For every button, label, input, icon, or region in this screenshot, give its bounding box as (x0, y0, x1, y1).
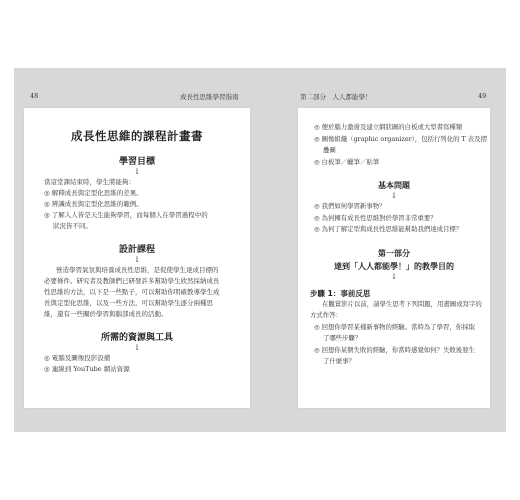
question-item: ◎ 為何擁有成長性思維對於學習非常重要？ (314, 213, 437, 222)
part-one-heading: 第一部分 (378, 248, 410, 258)
left-page-number: 48 (30, 92, 39, 100)
design-paragraph-line: 必要條件。研究者及教師們已研發許多幫助學生欣然採納成長 (44, 277, 220, 285)
design-paragraph-line: 性思維的方法，以下是一些點子，可以幫助你明確教導學生成 (44, 288, 220, 296)
resources-heading: 所需的資源與工具 (100, 333, 173, 343)
down-arrow-icon: ↓ (133, 343, 141, 352)
step1-heading: 步驟 1：事前反思 (310, 288, 371, 298)
learning-goals-intro: 當這堂課結束時，學生將能夠： (44, 178, 135, 186)
design-paragraph-line: 營造學習氣氛與培養成長性思維，是促使學生達成目標的 (56, 266, 219, 274)
right-page (298, 108, 490, 408)
left-running-head: 成長性思維學習指南 (180, 93, 239, 101)
question-item: ◎ 為何了解定型與成長性思維能幫助我們達成目標？ (314, 225, 463, 233)
resource-item: ◎ 電腦及圖像投影設備 (44, 354, 111, 362)
page-title: 成長性思維的課程計畫書 (71, 129, 203, 143)
part-one-subheading: 達到「人人都能學！」的教學目的 (334, 261, 454, 271)
step1-intro-line: 在觀賞影片以前，請學生思考下列問題，用畫圖或寫字的 (322, 299, 482, 308)
goal-item: ◎ 了解人人皆是天生能夠學習，而每個人在學習過程中的 (44, 211, 208, 219)
step1-item: 了哪些步驟？ (323, 334, 362, 342)
tool-item: ◎ 便於腦力激盪及建立網狀圖的白板或大型書寫種類 (314, 123, 463, 131)
basic-questions-heading: 基本問題 (378, 181, 410, 190)
tool-item: 疊圖 (323, 146, 336, 154)
design-paragraph-line: 長與定型化思維，以及一些方法，可以幫助學生逐分兩種思 (44, 299, 213, 307)
down-arrow-icon: ↓ (133, 167, 141, 176)
step1-item: 了什麼事？ (323, 357, 355, 365)
right-running-head: 第二部分 人人都能學！ (300, 93, 372, 101)
design-paragraph-line: 維，還有一些關於學習與腦部成長的活動。 (44, 310, 168, 318)
tool-item: ◎ 圖像組織（graphic organizer），包括行列化的 T 表及摺 (314, 134, 487, 143)
goal-item: 狀況皆不同。 (53, 222, 92, 230)
right-page-number: 49 (478, 92, 487, 100)
goal-item: ◎ 解釋成長與定型化思維的差異。 (44, 189, 143, 197)
question-item: ◎ 我們如何學習新事物？ (314, 202, 386, 210)
left-page (24, 108, 250, 408)
down-arrow-icon: ↓ (390, 271, 398, 281)
step1-item: ◎ 回想你學習某樣新事物的經驗。當時為了學習，你採取 (314, 322, 475, 331)
resource-item: ◎ 連線到 YouTube 網站資源 (44, 365, 130, 373)
learning-goals-heading: 學習目標 (118, 157, 155, 167)
tool-item: ◎ 白板筆／蠟筆／貼筆 (314, 157, 380, 166)
down-arrow-icon: ↓ (133, 255, 141, 264)
design-heading: 設計課程 (118, 245, 155, 255)
goal-item: ◎ 辨識成長與定型化思維的範例。 (44, 200, 143, 208)
down-arrow-icon: ↓ (390, 191, 398, 200)
step1-intro-line: 方式作答： (310, 311, 342, 319)
step1-item: ◎ 回想你某個失敗的經驗，你當時感覺如何？失敗後發生 (314, 345, 475, 354)
